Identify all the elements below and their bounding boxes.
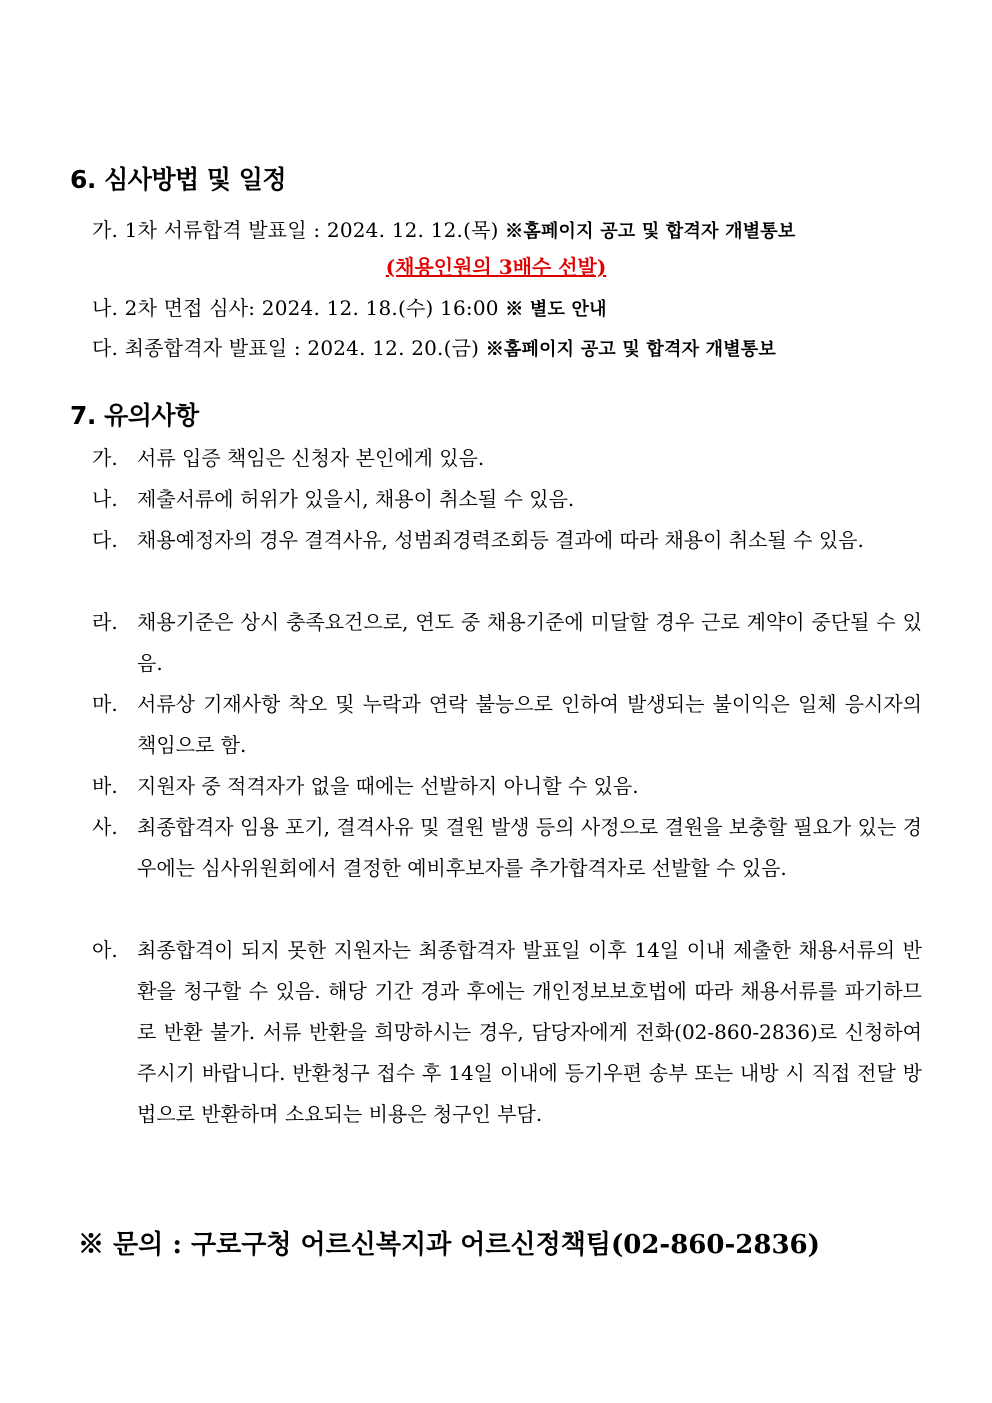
schedule-item-2 xyxy=(92,292,607,321)
selection-ratio-note: (채용인원의 3배수 선발) xyxy=(385,255,607,279)
item-text: 2차 면접 심사: 2024. 12. 18.(수) 16:00 xyxy=(124,296,499,320)
notice-item xyxy=(92,438,922,479)
item-label: 바. xyxy=(92,774,118,798)
notice-item xyxy=(92,602,922,684)
item-text: 1차 서류합격 발표일 : 2024. 12. 12.(목) xyxy=(124,218,499,242)
section-7-heading: 7. 유의사항 xyxy=(70,401,199,430)
item-text: 서류 입증 책임은 신청자 본인에게 있음. xyxy=(137,446,485,470)
schedule-item-1 xyxy=(92,214,795,243)
notice-item xyxy=(92,684,922,766)
notice-item xyxy=(92,520,922,561)
item-label: 나. xyxy=(92,296,119,320)
item-label: 다. xyxy=(92,528,118,552)
item-text: 최종합격이 되지 못한 지원자는 최종합격자 발표일 이후 14일 이내 제출한 채용서류의 반환을 청구할 수 있음. 해당 기간 경과 후에는 개인정보보호법에 따라 채용서류를 파기하므로 반환 불가. 서류 반환을 희망하시는 경우, 담당자에게 전화(02-860-2836)로 신청하여 주시기 바랍니다. 반환청구 접수 후 14일 이내에 등기우편 송부 또는 내방 시 직접 전달 방법으로 반환하며 소요되는 비용은 청구인 부담. xyxy=(137,938,922,1126)
item-text: 지원자 중 적격자가 없을 때에는 선발하지 아니할 수 있음. xyxy=(137,774,639,798)
item-note: ※홈페이지 공고 및 합격자 개별통보 xyxy=(485,339,776,360)
item-note: ※ 별도 안내 xyxy=(505,299,607,320)
inquiry-contact: ※ 문의 : 구로구청 어르신복지과 어르신정책팀(02-860-2836) xyxy=(78,1230,820,1260)
notice-item xyxy=(92,766,922,807)
item-text: 서류상 기재사항 착오 및 누락과 연락 불능으로 인하여 발생되는 불이익은 일체 응시자의 책임으로 함. xyxy=(137,692,922,757)
item-label: 가. xyxy=(92,218,119,242)
section-6-heading: 6. 심사방법 및 일정 xyxy=(70,165,287,194)
schedule-item-3 xyxy=(92,332,776,361)
item-label: 마. xyxy=(92,692,118,716)
item-label: 아. xyxy=(92,938,118,962)
item-label: 나. xyxy=(92,487,118,511)
notice-item xyxy=(92,807,922,889)
item-label: 다. xyxy=(92,336,119,360)
item-note: ※홈페이지 공고 및 합격자 개별통보 xyxy=(505,221,796,242)
item-text: 최종합격자 발표일 : 2024. 12. 20.(금) xyxy=(124,336,480,360)
item-text: 최종합격자 임용 포기, 결격사유 및 결원 발생 등의 사정으로 결원을 보충할 필요가 있는 경우에는 심사위원회에서 결정한 예비후보자를 추가합격자로 선발할 수 있음. xyxy=(137,815,922,880)
notice-item xyxy=(92,930,922,1135)
item-label: 가. xyxy=(92,446,118,470)
notice-item xyxy=(92,479,922,520)
item-text: 제출서류에 허위가 있을시, 채용이 취소될 수 있음. xyxy=(137,487,575,511)
item-label: 사. xyxy=(92,815,118,839)
item-text: 채용예정자의 경우 결격사유, 성범죄경력조회등 결과에 따라 채용이 취소될 수 있음. xyxy=(137,528,864,552)
item-label: 라. xyxy=(92,610,118,634)
item-text: 채용기준은 상시 충족요건으로, 연도 중 채용기준에 미달할 경우 근로 계약이 중단될 수 있음. xyxy=(137,610,922,675)
